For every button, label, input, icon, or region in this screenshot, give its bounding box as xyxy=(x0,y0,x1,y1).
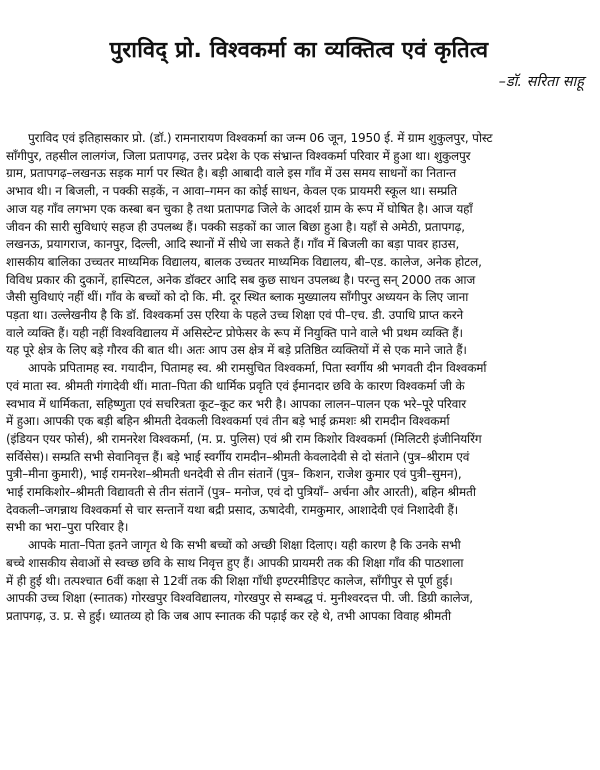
paragraph-family xyxy=(6,360,592,537)
text-line: आज यह गाँव लगभग एक कस्बा बन चुका है तथा प्रतापगढ जिले के आदर्श ग्राम के रूप में घोषित है। आज यहाँ xyxy=(6,201,473,216)
text-line: में हुआ। आपकी एक बड़ी बहिन श्रीमती देवकली विश्वकर्मा एवं तीन बड़े भाई क्रमशः श्री रामदीन विश्वकर्मा xyxy=(6,414,450,429)
text-line: आपके प्रपितामह स्व. गयादीन, पितामह स्व. श्री रामसुचित विश्वकर्मा, पिता स्वर्गीय श्री भगवती दीन विश्वकर्मा xyxy=(28,361,487,376)
article-author: –डॉ. सरिता साहू xyxy=(498,74,584,90)
text-line: एवं माता स्व. श्रीमती गंगादेवी थीं। माता–पिता की धार्मिक प्रवृति एवं ईमानदार छवि के कारण विश्वकर्मा जी के xyxy=(6,378,465,393)
text-line: भाई रामकिशोर–श्रीमती विद्यावती से तीन संतानें (पुत्र– मनोज, एवं दो पुत्रियाँ– अर्चना और आरती), बहिन श्रीमती xyxy=(6,485,476,500)
text-line: बच्चे शासकीय सेवाओं से स्वच्छ छवि के साथ निवृत्त हुए हैं। आपकी प्रायमरी तक की शिक्षा गाँव की पाठशाला xyxy=(6,555,464,570)
text-line: प्रतापगढ़, उ. प्र. से हुई। ध्यातव्य हो कि जब आप स्नातक की पढ़ाई कर रहे थे, तभी आपका विवाह श्रीमती xyxy=(6,608,451,623)
text-line: जीवन की सारी सुविधाएं सहज ही उपलब्ध हैं। पक्की सड़कों का जाल बिछा हुआ है। यहाँ से अमेठी, प्रतापगढ़, xyxy=(6,219,465,234)
text-line: सॉंगीपुर, तहसील लालगंज, जिला प्रतापगढ़, उत्तर प्रदेश के एक संभ्रान्त विश्वकर्मा परिवार में हुआ था। शुकुलपुर xyxy=(6,148,471,163)
text-line: विविध प्रकार की दुकानें, हास्पिटल, अनेक डॉक्टर आदि सब कुछ साधन उपलब्ध है। परन्तु सन् 2000 तक आज xyxy=(6,272,476,287)
text-line: सर्विसेस)। सम्प्रति सभी सेवानिवृत्त हैं। बड़े भाई स्वर्गीय रामदीन–श्रीमती केवलादेवी से दो संताने (पुत्र–श्रीराम एवं xyxy=(6,449,470,464)
text-line: जैसी सुविधाएं नहीं थीं। गाँव के बच्चों को दो कि. मी. दूर स्थित ब्लाक मुख्यालय सॉंगीपुर अध्ययन के लिए जाना xyxy=(6,290,469,305)
text-line: (इंडियन एयर फोर्स), श्री रामनरेश विश्वकर्मा, (म. प्र. पुलिस) एवं श्री राम किशोर विश्वकर्मा (मिलिटरी इंजीनियरिंग xyxy=(6,431,482,446)
paragraph-birth-and-village xyxy=(6,130,592,360)
paragraph-education xyxy=(6,537,592,626)
text-line: आपकी उच्च शिक्षा (स्नातक) गोरखपुर विश्वविद्यालय, गोरखपुर से सम्बद्ध पं. मुनीश्वरदत्त पी. जी. डिग्री कालेज, xyxy=(6,591,473,606)
article-title: पुराविद् प्रो. विश्वकर्मा का व्यक्तित्व एवं कृतित्व xyxy=(109,38,489,63)
text-line: स्वभाव में धार्मिकता, सहिष्णुता एवं सचरित्रता कूट–कूट कर भरी है। आपका लालन–पालन एक भरे–पूरे परिवार xyxy=(6,396,467,411)
text-line: अभाव थी। न बिजली, न पक्की सड़कें, न आवा–गमन का कोई साधन, केवल एक प्रायमरी स्कूल था। सम्प्रति xyxy=(6,184,457,199)
text-line: यह पूरे क्षेत्र के लिए बड़े गौरव की बात थी। अतः आप उस क्षेत्र में बड़े प्रतिष्ठित व्यक्तियों में से एक माने जाते हैं। xyxy=(6,343,467,358)
text-line: आपके माता–पिता इतने जागृत थे कि सभी बच्चों को अच्छी शिक्षा दिलाए। यही कारण है कि उनके सभी xyxy=(28,538,461,553)
text-line: देवकली–जगन्नाथ विश्वकर्मा से चार सन्तानें यथा बद्री प्रसाद, ऊषादेवी, रामकुमार, आशादेवी एवं निशादेवी हैं। xyxy=(6,502,459,517)
text-line: वाले व्यक्ति हैं। यही नहीं विश्वविद्यालय में असिस्टेन्ट प्रोफेसर के रूप में नियुक्ति पाने वाले भी प्रथम व्यक्ति हैं। xyxy=(6,325,463,340)
article-body xyxy=(6,130,592,626)
text-line: में ही हुई थी। तत्पश्चात 6वीं कक्षा से 12वीं तक की शिक्षा गाँधी इण्टरमीडिएट कालेज, सॉंगीपुर से पूर्ण हुई। xyxy=(6,573,453,588)
text-line: सभी का भरा–पुरा परिवार है। xyxy=(6,520,129,535)
text-line: पुराविद एवं इतिहासकार प्रो. (डॉ.) रामनारायण विश्वकर्मा का जन्म 06 जून, 1950 ई. में ग्राम शुकुलपुर, पोस्ट xyxy=(28,131,493,145)
text-line: लखनऊ, प्रयागराज, कानपुर, दिल्ली, आदि स्थानों में सीधे जा सकते हैं। गाँव में बिजली का बड़ा पावर हाउस, xyxy=(6,237,460,252)
text-line: शासकीय बालिका उच्चतर माध्यमिक विद्यालय, बालक उच्चतर माध्यमिक विद्यालय, बी–एड. कालेज, अनेक होटल, xyxy=(6,254,482,269)
text-line: पड़ता था। उल्लेखनीय है कि डॉ. विश्वकर्मा उस एरिया के पहले उच्च शिक्षा एवं पी–एच. डी. उपाधि प्राप्त करने xyxy=(6,308,463,323)
text-line: ग्राम, प्रतापगढ़–लखनऊ सड़क मार्ग पर स्थित है। बड़ी आबादी वाले इस गाँव में उस समय साधनों का नितान्त xyxy=(6,166,457,181)
text-line: पुत्री–मीना कुमारी), भाई रामनरेश–श्रीमती धनदेवी से तीन संतानें (पुत्र– किशन, राजेश कुमार एवं पुत्री–सुमन), xyxy=(6,467,462,482)
